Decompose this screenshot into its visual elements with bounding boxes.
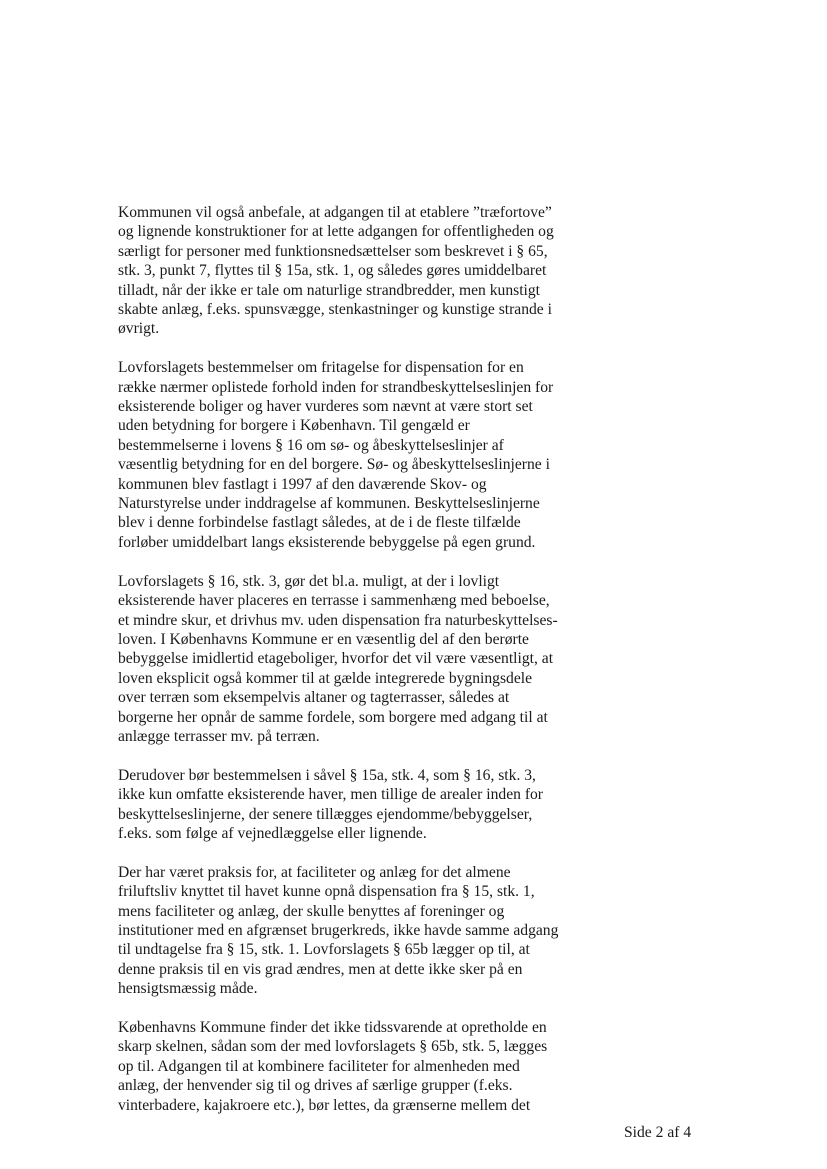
text-line: række nærmer oplistede forhold inden for strandbeskyttelseslinjen for	[118, 378, 554, 396]
paragraph	[118, 203, 598, 339]
text-line: Lovforslagets bestemmelser om fritagelse for dispensation for en	[118, 359, 524, 377]
text-line: Københavns Kommune finder det ikke tidssvarende at opretholde en	[118, 1018, 547, 1036]
text-line: Naturstyrelse under inddragelse af kommunen. Beskyttelseslinjerne	[118, 495, 540, 513]
text-line: loven. I Københavns Kommune er en væsentlig del af den berørte	[118, 630, 529, 648]
text-line: borgerne her opnår de samme fordele, som borgere med adgang til at	[118, 708, 548, 726]
text-line: uden betydning for borgere i København. Til gengæld er	[118, 417, 470, 435]
text-line: Lovforslagets § 16, stk. 3, gør det bl.a. muligt, at der i lovligt	[118, 572, 500, 590]
text-line: denne praksis til en vis grad ændres, men at dette ikke sker på en	[118, 960, 523, 978]
text-line: bebyggelse imidlertid etageboliger, hvorfor det vil være væsentligt, at	[118, 650, 554, 668]
text-line: til undtagelse fra § 15, stk. 1. Lovforslagets § 65b lægger op til, at	[118, 941, 530, 959]
text-line: forløber umiddelbart langs eksisterende bebyggelse på egen grund.	[118, 533, 536, 551]
text-line: Der har været praksis for, at faciliteter og anlæg for det almene	[118, 863, 511, 881]
text-line: institutioner med en afgrænset brugerkreds, ikke havde samme adgang	[118, 921, 559, 939]
text-line: bestemmelserne i lovens § 16 om sø- og åbeskyttelseslinjer af	[118, 436, 504, 454]
text-line: Derudover bør bestemmelsen i såvel § 15a, stk. 4, som § 16, stk. 3,	[118, 766, 536, 784]
text-line: anlægge terrasser mv. på terræn.	[118, 727, 320, 745]
text-line: tilladt, når der ikke er tale om naturlige strandbredder, men kunstigt	[118, 281, 541, 299]
text-line: stk. 3, punkt 7, flyttes til § 15a, stk. 1, og således gøres umiddelbaret	[118, 262, 547, 280]
text-line: særligt for personer med funktionsnedsættelser som beskrevet i § 65,	[118, 242, 548, 260]
paragraph	[118, 1018, 598, 1115]
text-line: f.eks. som følge af vejnedlæggelse eller lignende.	[118, 824, 427, 842]
text-line: Kommunen vil også anbefale, at adgangen til at etablere ”træfortove”	[118, 204, 552, 221]
paragraph	[118, 358, 598, 552]
text-line: eksisterende boliger og haver vurderes som nævnt at være stort set	[118, 398, 533, 416]
paragraph	[118, 572, 598, 747]
document-body	[118, 203, 598, 1134]
text-line: beskyttelseslinjerne, der senere tillægges ejendomme/bebyggelser,	[118, 805, 533, 823]
text-line: vinterbadere, kajakroere etc.), bør lettes, da grænserne mellem det	[118, 1096, 531, 1114]
text-line: loven eksplicit også kommer til at gælde integrerede bygningsdele	[118, 669, 532, 687]
text-line: eksisterende haver placeres en terrasse i sammenhæng med beboelse,	[118, 592, 550, 610]
text-line: hensigtsmæssig måde.	[118, 980, 258, 998]
text-line: over terræn som eksempelvis altaner og tagterrasser, således at	[118, 689, 510, 707]
text-line: skarp skelnen, sådan som der med lovforslagets § 65b, stk. 5, lægges	[118, 1038, 548, 1056]
text-line: et mindre skur, et drivhus mv. uden dispensation fra naturbeskyttelses-	[118, 611, 558, 629]
text-line: friluftsliv knyttet til havet kunne opnå dispensation fra § 15, stk. 1,	[118, 883, 535, 901]
text-line: øvrigt.	[118, 320, 160, 338]
page-number: Side 2 af 4	[624, 1124, 692, 1141]
text-line: blev i denne forbindelse fastlagt således, at de i de fleste tilfælde	[118, 514, 521, 532]
text-line: anlæg, der henvender sig til og drives af særlige grupper (f.eks.	[118, 1077, 513, 1095]
paragraph	[118, 766, 598, 844]
paragraph	[118, 863, 598, 999]
text-line: kommunen blev fastlagt i 1997 af den daværende Skov- og	[118, 475, 487, 493]
text-line: og lignende konstruktioner for at lette adgangen for offentligheden og	[118, 223, 554, 241]
text-line: skabte anlæg, f.eks. spunsvægge, stenkastninger og kunstige strande i	[118, 301, 552, 319]
text-line: op til. Adgangen til at kombinere faciliteter for almenheden med	[118, 1057, 520, 1075]
text-line: ikke kun omfatte eksisterende haver, men tillige de arealer inden for	[118, 786, 543, 804]
text-line: væsentlig betydning for en del borgere. Sø- og åbeskyttelseslinjerne i	[118, 456, 550, 474]
text-line: mens faciliteter og anlæg, der skulle benyttes af foreninger og	[118, 902, 505, 920]
